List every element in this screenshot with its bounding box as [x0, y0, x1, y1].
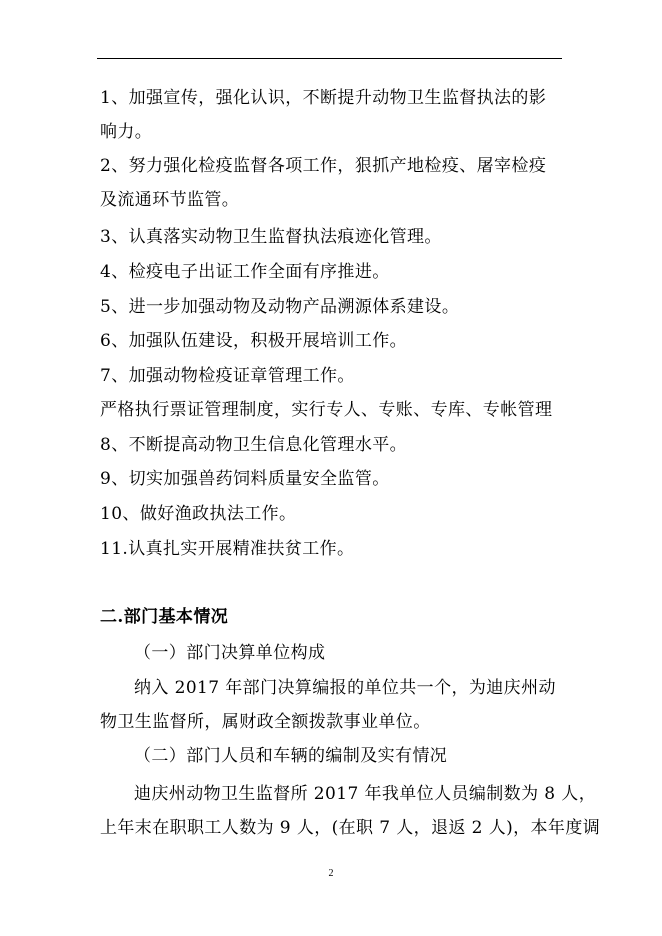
- section-heading: 二.部门基本情况: [100, 607, 229, 627]
- list-item: 4、检疫电子出证工作全面有序推进。: [100, 262, 390, 282]
- paragraph-line: 纳入 2017 年部门决算编报的单位共一个，为迪庆州动: [134, 678, 556, 698]
- list-item: 8、不断提高动物卫生信息化管理水平。: [100, 435, 408, 455]
- list-item: 3、认真落实动物卫生监督执法痕迹化管理。: [100, 227, 442, 247]
- header-rule: [97, 58, 562, 59]
- list-item: 响力。: [100, 122, 153, 142]
- list-item: 7、加强动物检疫证章管理工作。: [100, 366, 355, 386]
- list-item: 11.认真扎实开展精准扶贫工作。: [100, 539, 355, 559]
- subsection-title: （二）部门人员和车辆的编制及实有情况: [134, 746, 448, 766]
- subsection-title: （一）部门决算单位构成: [134, 643, 326, 663]
- paragraph-line: 上年末在职职工人数为 9 人，(在职 7 人，退返 2 人)，本年度调: [100, 818, 601, 838]
- list-item: 及流通环节监管。: [100, 190, 240, 210]
- page-number: 2: [328, 868, 334, 879]
- paragraph-line: 物卫生监督所，属财政全额拨款事业单位。: [100, 712, 431, 732]
- list-item: 6、加强队伍建设，积极开展培训工作。: [100, 331, 408, 351]
- list-item: 1、加强宣传，强化认识，不断提升动物卫生监督执法的影: [100, 88, 547, 108]
- list-item: 严格执行票证管理制度，实行专人、专账、专库、专帐管理: [100, 400, 553, 420]
- list-item: 9、切实加强兽药饲料质量安全监管。: [100, 469, 390, 489]
- list-item: 5、进一步加强动物及动物产品溯源体系建设。: [100, 297, 460, 317]
- list-item: 10、做好渔政执法工作。: [100, 504, 297, 524]
- list-item: 2、努力强化检疫监督各项工作，狠抓产地检疫、屠宰检疫: [100, 156, 547, 176]
- paragraph-line: 迪庆州动物卫生监督所 2017 年我单位人员编制数为 8 人，: [134, 784, 597, 804]
